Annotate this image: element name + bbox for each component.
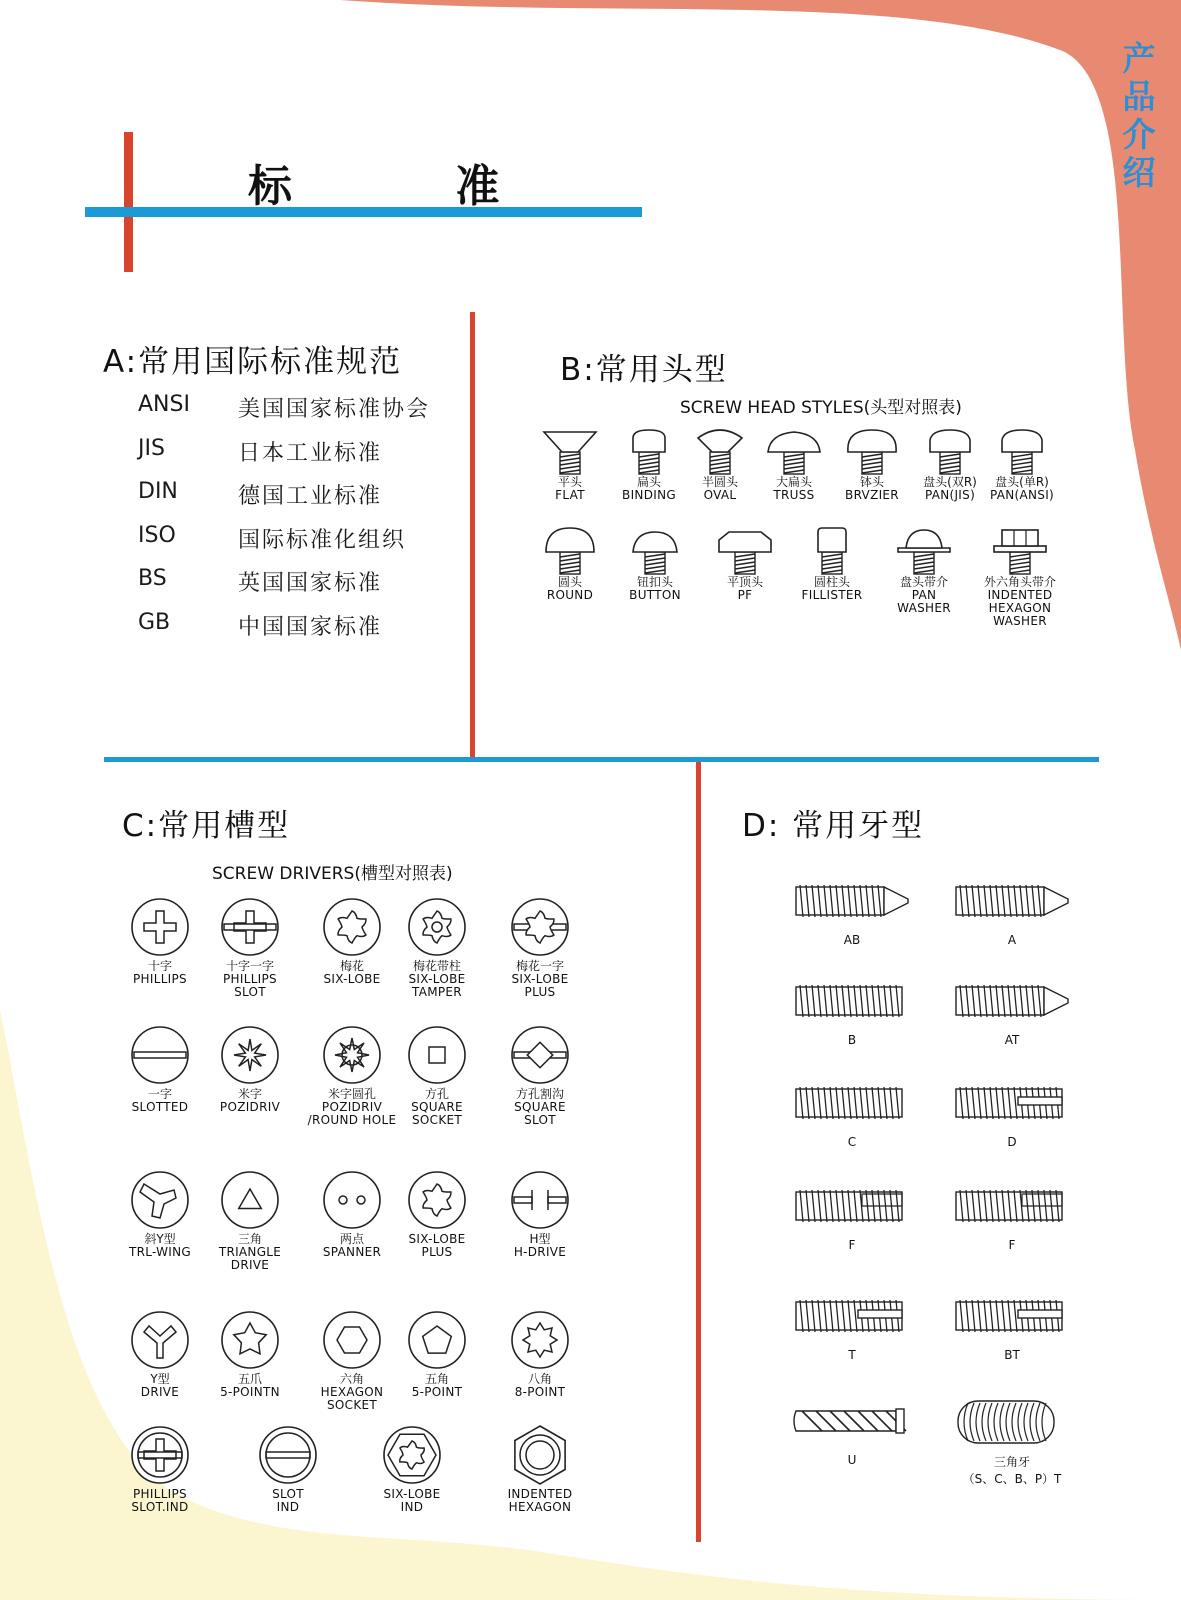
head-style-cn-label: 圆柱头 xyxy=(813,575,850,589)
drive-en-label: 5-POINTN xyxy=(220,1385,280,1399)
six-lobe-plus-drive-icon xyxy=(485,897,595,957)
head-style-en-label: BUTTON xyxy=(629,588,681,602)
drive-en-label: PHILLIPS xyxy=(133,972,187,986)
pentagon-drive-icon xyxy=(382,1310,492,1370)
head-style-cn-label: 大扁头 xyxy=(775,475,812,489)
thread-tri xyxy=(942,1395,1082,1487)
drive-phillips-slot xyxy=(195,897,305,999)
head-style-cn-label: 外六角头带介 xyxy=(983,575,1056,589)
thread-label: D xyxy=(1007,1135,1017,1149)
head-style-en-label: FILLISTER xyxy=(801,588,863,602)
head-style-cn-label: 半圆头 xyxy=(701,475,738,489)
head-style-cn-label: 平顶头 xyxy=(726,575,763,589)
drive-en-label: POZIDRIV xyxy=(219,1100,281,1114)
drive-cn-label: 五爪 xyxy=(237,1372,262,1386)
head-style-button xyxy=(605,526,705,602)
thread-label: AT xyxy=(1004,1033,1020,1047)
u-thread-icon xyxy=(782,1395,922,1447)
thread-label: C xyxy=(847,1135,857,1149)
drive-en-label: SIX-LOBE PLUS xyxy=(408,1232,466,1259)
drive-cn-label: 梅花带柱 xyxy=(412,959,461,973)
drive-cn-label: Y型 xyxy=(150,1372,170,1386)
drive-en-label: TRL-WING xyxy=(128,1245,192,1259)
standard-code: JIS xyxy=(138,435,165,461)
standard-code: BS xyxy=(138,566,167,591)
thread-label: U xyxy=(847,1453,857,1467)
drive-cn-label: 五角 xyxy=(424,1372,449,1386)
head-style-en-label: INDENTED HEXAGON WASHER xyxy=(987,588,1053,628)
section-d-title: D: 常用牙型 xyxy=(742,808,925,844)
thread-f2 xyxy=(942,1180,1082,1252)
drive-en-label: HEXAGON SOCKET xyxy=(320,1385,384,1412)
thread-c xyxy=(782,1077,922,1149)
divider-vertical-top xyxy=(470,312,475,759)
button-head-icon xyxy=(605,526,705,576)
bt-thread-icon xyxy=(942,1290,1082,1342)
head-style-en-label: PAN(ANSI) xyxy=(989,488,1055,502)
drive-cn-label: 方孔 xyxy=(424,1087,449,1101)
drive-cn-label: 三角 xyxy=(237,1232,262,1246)
thread-label: T xyxy=(848,1348,856,1362)
standard-row xyxy=(138,566,468,596)
drive-en-label: SIX-LOBE IND xyxy=(383,1487,441,1514)
thread-label: F xyxy=(1008,1238,1016,1252)
pan-head-icon xyxy=(972,426,1072,476)
drive-cn-label: 一字 xyxy=(147,1087,172,1101)
drive-cn-label: 两点 xyxy=(339,1232,364,1246)
drive-en-label: PHILLIPS SLOT xyxy=(223,972,277,999)
head-style-pan xyxy=(972,426,1072,502)
drive-six-lobe-ind xyxy=(357,1425,467,1514)
a-thread-icon xyxy=(942,875,1082,927)
head-style-cn-label: 盘头带介 xyxy=(899,575,948,589)
triangle-drive-icon xyxy=(195,1170,305,1230)
drive-en-label: POZIDRIV /ROUND HOLE xyxy=(307,1100,397,1127)
drive-en-label: SLOTTED xyxy=(131,1100,189,1114)
head-style-cn-label: 钮扣头 xyxy=(636,575,673,589)
head-style-cn-label: 盘头(单R) xyxy=(995,475,1049,489)
drive-en-label: SLOT IND xyxy=(272,1487,304,1514)
section-b-title: B:常用头型 xyxy=(560,352,728,388)
thread-label: A xyxy=(1007,933,1017,947)
drive-slot-ind xyxy=(233,1425,343,1514)
eight-point-drive-icon xyxy=(485,1310,595,1370)
head-style-cn-label: 扁头 xyxy=(636,475,661,489)
head-style-cn-label: 钵头 xyxy=(859,475,884,489)
head-style-en-label: FLAT xyxy=(555,488,585,502)
drive-en-label: SQUARE SLOT xyxy=(514,1100,566,1127)
drive-cn-label: 米字圆孔 xyxy=(327,1087,376,1101)
fillister-head-icon xyxy=(782,526,882,576)
square-drive-icon xyxy=(382,1025,492,1085)
head-style-en-label: BINDING xyxy=(622,488,676,502)
drive-five-point-star xyxy=(195,1310,305,1399)
phillips-slot-ind-drive-icon xyxy=(105,1425,215,1485)
six-lobe-ind-drive-icon xyxy=(357,1425,467,1485)
drive-six-lobe-plus xyxy=(485,897,595,999)
section-c-title: C:常用槽型 xyxy=(122,808,291,844)
standard-description: 英国国家标准 xyxy=(238,571,383,596)
drive-en-label: TRIANGLE DRIVE xyxy=(218,1245,282,1272)
drive-square xyxy=(382,1025,492,1127)
thread-ab xyxy=(782,875,922,947)
head-style-fillister xyxy=(782,526,882,602)
thread-label: B xyxy=(847,1033,857,1047)
standard-row xyxy=(138,436,468,466)
thread-t xyxy=(782,1290,922,1362)
divider-horizontal xyxy=(104,757,1099,762)
drive-cn-label: 八角 xyxy=(527,1372,552,1386)
head-style-en-label: OVAL xyxy=(703,488,737,502)
head-style-en-label: PAN(JIS) xyxy=(924,488,976,502)
thread-label: BT xyxy=(1004,1348,1020,1362)
drive-phillips-slot-ind xyxy=(105,1425,215,1514)
head-style-panwasher xyxy=(874,526,974,615)
drive-en-label: INDENTED HEXAGON xyxy=(507,1487,573,1514)
head-style-cn-label: 盘头(双R) xyxy=(923,475,977,489)
drive-en-label: 8-POINT xyxy=(514,1385,566,1399)
square-slot-drive-icon xyxy=(485,1025,595,1085)
f-thread-icon xyxy=(782,1180,922,1232)
thread-f xyxy=(782,1180,922,1252)
head-style-en-label: BRVZIER xyxy=(845,488,899,502)
drive-pentagon xyxy=(382,1310,492,1399)
thread-u xyxy=(782,1395,922,1467)
head-style-pf xyxy=(695,526,795,602)
thread-label: AB xyxy=(843,933,861,947)
head-style-en-label: PAN WASHER xyxy=(897,588,951,615)
drive-h-drive xyxy=(485,1170,595,1259)
five-point-star-drive-icon xyxy=(195,1310,305,1370)
drive-en-label: 5-POINT xyxy=(411,1385,463,1399)
drive-cn-label: 斜Y型 xyxy=(144,1232,176,1246)
drive-cn-label: 梅花 xyxy=(339,959,364,973)
drive-en-label: SIX-LOBE TAMPER xyxy=(408,972,466,999)
standard-description: 中国国家标准 xyxy=(238,614,383,640)
drive-en-label: PHILLIPS SLOT.IND xyxy=(131,1487,189,1514)
drive-cn-label: 六角 xyxy=(339,1372,364,1386)
thread-label: F xyxy=(848,1238,856,1252)
drive-en-label: SIX-LOBE PLUS xyxy=(511,972,569,999)
six-lobe-drive-icon xyxy=(382,1170,492,1230)
phillips-slot-drive-icon xyxy=(195,897,305,957)
drive-cn-label: 梅花一字 xyxy=(515,959,564,973)
side-tab-label: 产品介绍 xyxy=(1122,39,1156,192)
standard-row xyxy=(138,479,468,509)
drive-cn-label: 十字 xyxy=(147,959,172,973)
drive-cn-label: 方孔割沟 xyxy=(515,1087,564,1101)
thread-b xyxy=(782,975,922,1047)
standard-row xyxy=(138,610,468,640)
drive-triangle xyxy=(195,1170,305,1272)
drive-en-label: SPANNER xyxy=(322,1245,382,1259)
thread-d xyxy=(942,1077,1082,1149)
thread-at xyxy=(942,975,1082,1047)
title-red-bar xyxy=(124,132,133,272)
head-style-en-label: ROUND xyxy=(546,588,594,602)
indented-hex-drive-icon xyxy=(485,1425,595,1485)
head-style-en-label: PF xyxy=(737,588,753,602)
pozidriv-drive-icon xyxy=(195,1025,305,1085)
drive-cn-label: H型 xyxy=(529,1232,551,1246)
drive-en-label: SQUARE SOCKET xyxy=(411,1100,463,1127)
thread-label: 三角牙 （S、C、B、P）T xyxy=(962,1455,1062,1486)
section-c-subtitle: SCREW DRIVERS(槽型对照表) xyxy=(212,864,453,884)
drive-en-label: SIX-LOBE xyxy=(323,972,381,986)
h-drive-drive-icon xyxy=(485,1170,595,1230)
pf-head-icon xyxy=(695,526,795,576)
drive-indented-hex xyxy=(485,1425,595,1514)
c-thread-icon xyxy=(782,1077,922,1129)
standard-description: 美国国家标准协会 xyxy=(238,397,431,422)
slot-ind-drive-icon xyxy=(233,1425,343,1485)
section-a-title: A:常用国际标准规范 xyxy=(103,344,403,380)
standard-description: 国际标准化组织 xyxy=(238,527,407,553)
standard-description: 日本工业标准 xyxy=(238,440,383,466)
head-style-hexwasher xyxy=(970,526,1070,628)
drive-six-lobe-tamper xyxy=(382,897,492,999)
head-style-cn-label: 圆头 xyxy=(557,575,582,589)
drive-en-label: H-DRIVE xyxy=(513,1245,567,1259)
standard-description: 德国工业标准 xyxy=(238,484,383,509)
six-lobe-tamper-drive-icon xyxy=(382,897,492,957)
head-style-cn-label: 平头 xyxy=(557,475,582,489)
standard-code: ANSI xyxy=(138,392,190,417)
drive-six-lobe xyxy=(382,1170,492,1259)
drive-en-label: DRIVE xyxy=(140,1385,180,1399)
ab-thread-icon xyxy=(782,875,922,927)
drive-pozidriv xyxy=(195,1025,305,1114)
section-b-subtitle: SCREW HEAD STYLES(头型对照表) xyxy=(680,398,962,418)
drive-cn-label: 十字一字 xyxy=(225,959,274,973)
hexwasher-head-icon xyxy=(970,526,1070,576)
standard-row xyxy=(138,392,468,422)
divider-vertical-bottom xyxy=(696,762,701,1542)
page-title: 标 准 xyxy=(248,161,574,212)
d-thread-icon xyxy=(942,1077,1082,1129)
head-style-en-label: TRUSS xyxy=(773,488,815,502)
standard-row xyxy=(138,523,468,553)
t-thread-icon xyxy=(782,1290,922,1342)
b-thread-icon xyxy=(782,975,922,1027)
tri-thread-icon xyxy=(942,1395,1082,1447)
drive-cn-label: 米字 xyxy=(237,1087,262,1101)
at-thread-icon xyxy=(942,975,1082,1027)
drive-square-slot xyxy=(485,1025,595,1127)
panwasher-head-icon xyxy=(874,526,974,576)
standard-code: ISO xyxy=(138,522,176,548)
thread-bt xyxy=(942,1290,1082,1362)
standard-code: DIN xyxy=(138,479,178,504)
thread-a xyxy=(942,875,1082,947)
f2-thread-icon xyxy=(942,1180,1082,1232)
standard-code: GB xyxy=(138,609,171,635)
drive-eight-point xyxy=(485,1310,595,1399)
